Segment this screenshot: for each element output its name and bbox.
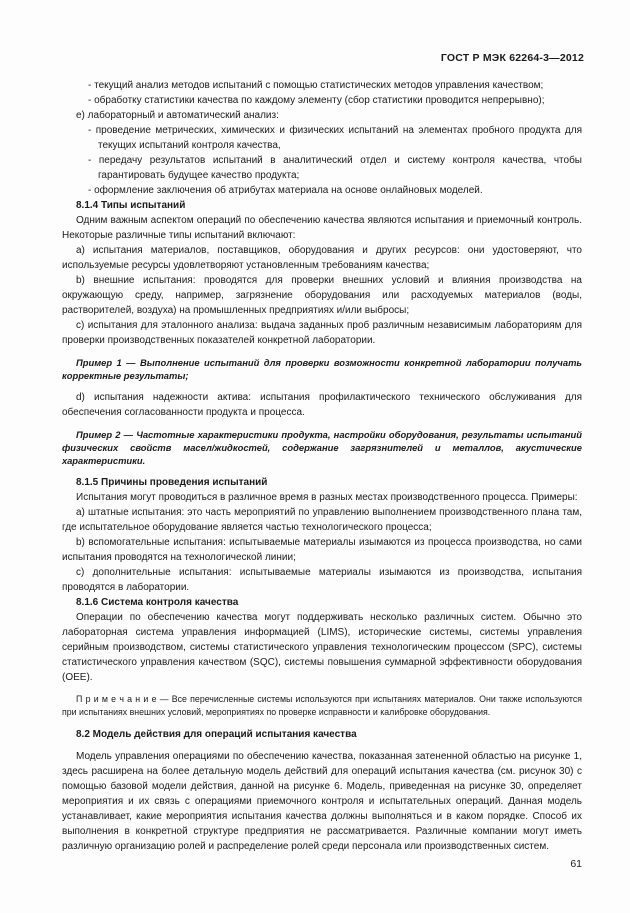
list-item-c: c) дополнительные испытания: испытываемые материалы изымаются из производства, испытания проводятся в лаборатории.	[62, 567, 582, 593]
list-line: - оформление заключения об атрибутах материала на основе онлайновых моделей.	[88, 185, 483, 196]
list-item-b: b) вспомогательные испытания: испытываемые материалы изымаются из процесса производства, но сами испытания проводятся на технологической линии;	[62, 537, 582, 563]
section-heading-8-2: 8.2 Модель действия для операций испытания качества	[76, 729, 357, 740]
paragraph: Испытания могут проводиться в различное время в разных местах производственного процесса. Примеры:	[76, 492, 578, 503]
list-item-b: b) внешние испытания: проводятся для проверки внешних условий и влияния производства на окружающую среду, например, загрязнение оборудования или расходуемых материалов (воды, растворителей, воздуха) на промышленных предприятиях и/или выбросы;	[62, 275, 582, 316]
note: П р и м е ч а н и е — Все перечисленные системы используются при испытаниях материалов. Они также используются при испытаниях внешних условий, мероприятиях по проверке исправности и калибровке оборудования.	[62, 694, 582, 717]
paragraph: Операции по обеспечению качества могут поддерживать несколько различных систем. Обычно это лабораторная система управления информацией (LIMS), исторические системы, системы управления серийным производством, системы статистического управления технологическим процессом (SPC), системы статистического управления качеством (SQC), системы повышения суммарной эффективности оборудования (OEE).	[62, 612, 582, 683]
section-heading-8-1-6: 8.1.6 Система контроля качества	[76, 597, 239, 608]
standard-header: ГОСТ Р МЭК 62264-3—2012	[440, 52, 584, 64]
paragraph: Одним важным аспектом операций по обеспечению качества являются испытания и приемочный контроль. Некоторые различные типы испытаний включают:	[62, 215, 582, 241]
list-item-a: a) испытания материалов, поставщиков, оборудования и других ресурсов: они удостоверяют, что используемые ресурсы удовлетворяют установленным требованиям качества;	[62, 245, 582, 271]
example-2: Пример 2 — Частотные характеристики продукта, настройки оборудования, результаты испытаний физических свойств масел/жидкостей, содержание загрязнителей и металлов, акустические характеристики.	[62, 429, 582, 466]
example-1: Пример 1 — Выполнение испытаний для проверки возможности конкретной лаборатории получать корректные результаты;	[62, 357, 582, 381]
list-item-c: c) испытания для эталонного анализа: выдача заданных проб различным независимым лабораториям для проверки производственных показателей конкретной лаборатории.	[62, 320, 582, 346]
list-item-d: d) испытания надежности актива: испытания профилактического технического обслуживания для обеспечения согласованности продукта и процесса.	[62, 392, 582, 418]
list-line: - передачу результатов испытаний в аналитический отдел и систему контроля качества, чтобы гарантировать будущее качество продукта;	[88, 155, 582, 181]
spacer	[62, 742, 582, 749]
page-content	[62, 78, 582, 854]
list-item-a: a) штатные испытания: это часть мероприятий по управлению выполнением производственного плана там, где испытательное оборудование является частью технологического процесса;	[62, 507, 582, 533]
list-line: - обработку статистики качества по каждому элементу (сбор статистики проводится непрерывно);	[88, 95, 545, 106]
paragraph: Модель управления операциями по обеспечению качества, показанная затененной областью на рисунке 1, здесь расширена на более детальную модель действий для операций испытания качества (см. рисунок 30) с помощью базовой модели действия, данной на рисунке 6. Модель, приведенная на рисунке 30, определяет мероприятия и их связь с операциями приемочного контроля и испытательных операций. Данная модель устанавливает, какие мероприятия испытания качества должны выполняться и в каком порядке. Способ их выполнения в конкретной структуре предприятия не рассматривается. Различные компании могут иметь различную организацию ролей и распределение ролей среди персонала или производственных систем.	[62, 751, 582, 852]
page-number: 61	[570, 858, 582, 870]
list-item-e: e) лабораторный и автоматический анализ:	[76, 110, 279, 121]
section-heading-8-1-4: 8.1.4 Типы испытаний	[76, 200, 186, 211]
list-line: - текущий анализ методов испытаний с помощью статистических методов управления качеством;	[88, 80, 544, 91]
list-line: - проведение метрических, химических и физических испытаний на элементах пробного продукта для текущих испытаний контроля качества,	[88, 125, 582, 151]
section-heading-8-1-5: 8.1.5 Причины проведения испытаний	[76, 477, 268, 488]
